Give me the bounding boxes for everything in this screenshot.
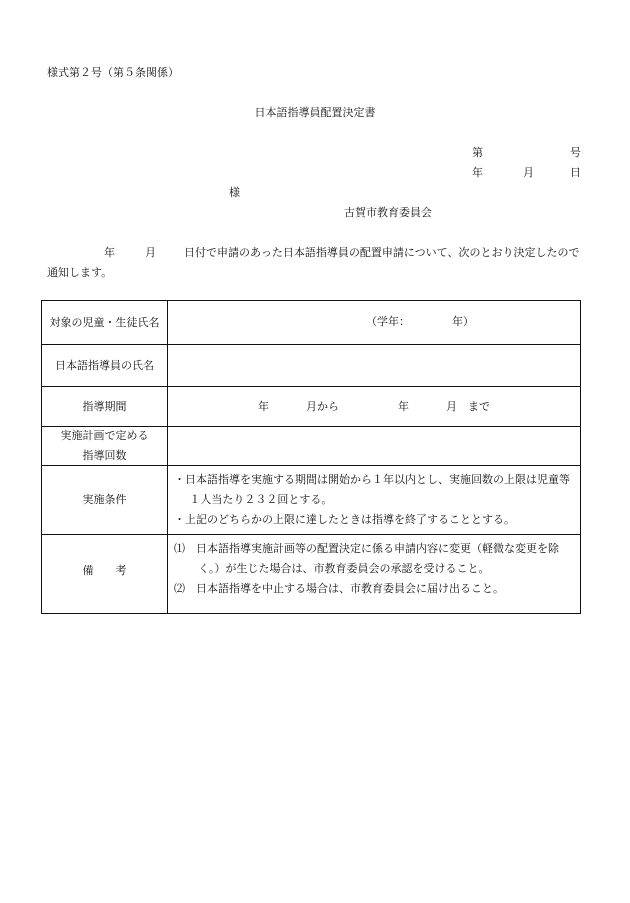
instruction-count-label	[42, 427, 167, 465]
date-day: 日	[570, 166, 581, 179]
grade-close: 年）	[452, 315, 474, 328]
decision-table	[41, 300, 581, 614]
remark-line-2: ⑵ 日本語指導を中止する場合は、市教育委員会に届け出ること。	[174, 582, 504, 595]
period-label-text: 指導期間	[82, 399, 127, 413]
period-year-to: 年	[398, 400, 409, 413]
condition-line-2: ・上記のどちらかの上限に達したときは指導を終了することとする。	[174, 513, 515, 526]
student-name-value	[168, 301, 580, 344]
instructor-name-label-text: 日本語指導員の氏名	[55, 358, 154, 372]
student-name-label-text: 対象の児童・生徒氏名	[49, 315, 160, 329]
grade-open: （学年：	[366, 315, 410, 328]
addressee-suffix: 様	[229, 186, 240, 199]
date-month: 月	[523, 166, 534, 179]
remarks-label-text: 備 考	[82, 564, 127, 577]
period-value	[168, 387, 580, 426]
body-year: 年	[104, 246, 115, 259]
document-number-prefix: 第	[472, 146, 483, 159]
conditions-label-text: 実施条件	[82, 493, 127, 506]
issuer-name: 古賀市教育委員会	[344, 206, 432, 219]
student-name-label	[42, 301, 167, 344]
remarks-value	[168, 535, 580, 614]
period-month-from: 月から	[306, 400, 339, 413]
document-number-suffix: 号	[570, 146, 581, 159]
remark-line-1: ⑴ 日本語指導実施計画等の配置決定に係る申請内容に変更（軽微な変更を除く。）が生じた場合は、市教育委員会の承認を受けること。	[174, 542, 559, 575]
period-month-to: 月 まで	[446, 400, 490, 413]
date-year: 年	[472, 166, 483, 179]
form-number: 様式第２号（第５条関係）	[47, 66, 179, 79]
count-label-line2: 指導回数	[82, 449, 127, 462]
instructor-name-value	[168, 345, 580, 386]
notice-body	[47, 243, 587, 283]
body-month: 月	[145, 246, 156, 259]
period-label	[42, 387, 167, 426]
count-label-line1: 実施計画で定める	[60, 429, 149, 442]
period-year-from: 年	[258, 400, 269, 413]
conditions-label	[42, 466, 167, 534]
document-title: 日本語指導員配置決定書	[254, 106, 376, 119]
body-text: 日付で申請のあった日本語指導員の配置申請について、次のとおり決定したので通知します。	[47, 246, 580, 279]
instruction-count-value	[168, 427, 580, 465]
condition-line-1: ・日本語指導を実施する期間は開始から１年以内とし、実施回数の上限は児童等１人当たり２３２回とする。	[174, 473, 570, 506]
remarks-label	[42, 535, 167, 614]
conditions-value	[168, 466, 580, 534]
instructor-name-label	[42, 345, 167, 386]
